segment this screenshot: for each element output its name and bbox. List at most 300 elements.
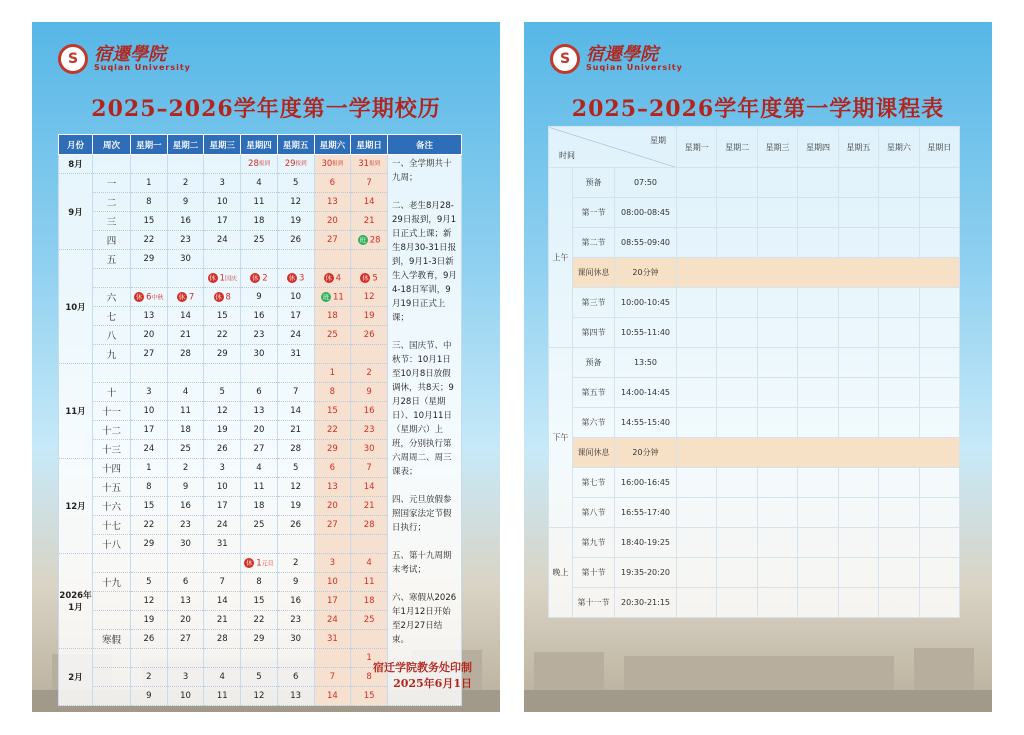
day-number: 31 (290, 349, 302, 359)
class-slot-cell (717, 498, 757, 528)
class-slot-cell (798, 378, 838, 408)
day-number: 28 (290, 444, 302, 454)
period-name-cell: 预备 (573, 348, 615, 378)
day-cell (204, 497, 241, 516)
period-name-cell: 第一节 (573, 198, 615, 228)
day-cell (314, 193, 351, 212)
class-slot-cell (757, 348, 797, 378)
logo-english: Suqian University (94, 63, 191, 72)
day-number: 31 (326, 634, 338, 644)
week-number-cell: 九 (93, 345, 131, 364)
period-name-cell: 第八节 (573, 498, 615, 528)
day-cell (204, 630, 241, 649)
day-number: 21 (216, 615, 228, 625)
day-number: 5 (292, 178, 299, 188)
day-number: 16 (180, 501, 191, 511)
day-number: 29 (143, 539, 155, 549)
day-number: 22 (326, 425, 338, 435)
day-number: 23 (180, 235, 191, 245)
day-number: 22 (143, 520, 155, 530)
page-title: 2025–2026学年度第一学期课程表 (571, 96, 945, 122)
day-cell (167, 421, 204, 440)
class-slot-cell (717, 378, 757, 408)
day-number: 1 (146, 178, 152, 188)
month-cell: 12月 (59, 459, 93, 554)
report-mark: 报到 (332, 161, 344, 167)
period-row (549, 588, 960, 618)
week-number-cell: 十一 (93, 402, 131, 421)
break-span-cell (677, 258, 960, 288)
day-cell (351, 288, 388, 307)
day-number: 21 (290, 425, 302, 435)
period-row (549, 288, 960, 318)
report-mark: 报到 (295, 161, 307, 167)
logo-english: Suqian University (586, 63, 683, 72)
day-number: 10 (180, 691, 191, 701)
day-cell (167, 402, 204, 421)
day-cell (241, 573, 278, 592)
class-slot-cell (798, 588, 838, 618)
week-number-cell: 一 (93, 174, 131, 193)
class-slot-cell (677, 588, 717, 618)
day-number: 7 (219, 577, 225, 587)
class-slot-cell (838, 198, 878, 228)
class-slot-cell (717, 528, 757, 558)
day-number: 30 (253, 349, 265, 359)
day-number: 30 (363, 444, 375, 454)
class-slot-cell (798, 558, 838, 588)
day-cell (167, 383, 204, 402)
day-cell (351, 497, 388, 516)
day-number: 20 (326, 501, 338, 511)
day-cell (204, 364, 241, 383)
calendar-header-cell: 星期日 (351, 135, 388, 155)
period-time-cell: 07:50 (615, 168, 677, 198)
rest-day-icon: 休 (252, 273, 259, 282)
day-number: 2 (182, 463, 189, 473)
class-slot-cell (919, 468, 959, 498)
day-number: 7 (366, 178, 372, 188)
day-number: 7 (329, 672, 336, 682)
day-cell (131, 174, 168, 193)
period-name-cell: 第九节 (573, 528, 615, 558)
day-number: 10 (216, 197, 228, 207)
class-slot-cell (798, 288, 838, 318)
class-slot-cell (757, 498, 797, 528)
class-slot-cell (838, 168, 878, 198)
period-row (549, 528, 960, 558)
day-cell (351, 421, 388, 440)
day-number: 15 (143, 216, 155, 226)
schedule-sheet (548, 126, 960, 618)
class-slot-cell (677, 198, 717, 228)
day-number: 16 (290, 596, 302, 606)
class-slot-cell (757, 168, 797, 198)
day-cell (314, 212, 351, 231)
period-name-cell: 第七节 (573, 468, 615, 498)
day-cell (351, 592, 388, 611)
day-cell (277, 193, 314, 212)
day-cell (131, 193, 168, 212)
day-cell (241, 649, 278, 668)
week-number-cell (93, 687, 131, 706)
day-cell (241, 174, 278, 193)
day-cell (351, 402, 388, 421)
day-cell (167, 535, 204, 554)
day-cell (131, 250, 168, 269)
day-cell (277, 307, 314, 326)
weekday-header-cell: 星期一 (677, 127, 717, 168)
class-slot-cell (677, 228, 717, 258)
footer-date: 2025年6月1日 (393, 677, 472, 690)
day-number: 28 (180, 349, 191, 359)
day-number: 1 (146, 463, 152, 473)
day-cell (204, 269, 241, 288)
day-cell (351, 459, 388, 478)
day-cell (241, 611, 278, 630)
day-number: 4 (219, 672, 225, 682)
period-row (549, 378, 960, 408)
day-number: 3 (182, 672, 189, 682)
day-cell (241, 250, 278, 269)
class-slot-cell (677, 318, 717, 348)
class-slot-cell (757, 468, 797, 498)
schedule-table (548, 126, 960, 618)
day-cell (131, 668, 168, 687)
day-number: 23 (363, 425, 375, 435)
day-number: 10 (326, 577, 338, 587)
day-cell (241, 478, 278, 497)
day-number: 11 (253, 482, 265, 492)
weekday-header-cell: 星期五 (838, 127, 878, 168)
day-cell (204, 535, 241, 554)
corner-time-label: 时间 (559, 151, 575, 160)
day-cell (131, 535, 168, 554)
day-number: 14 (180, 311, 191, 321)
period-row (549, 498, 960, 528)
calendar-header-cell: 星期二 (167, 135, 204, 155)
day-number: 10 (216, 482, 228, 492)
class-slot-cell (879, 168, 919, 198)
schedule-poster (524, 22, 992, 712)
weekday-header-cell: 星期三 (757, 127, 797, 168)
day-number: 30 (321, 159, 333, 169)
day-cell (314, 288, 351, 307)
class-slot-cell (798, 198, 838, 228)
day-number: 4 (256, 178, 262, 188)
day-cell (204, 193, 241, 212)
class-slot-cell (717, 318, 757, 348)
class-slot-cell (717, 588, 757, 618)
day-number: 6 (292, 672, 299, 682)
day-number: 19 (216, 425, 228, 435)
day-number: 25 (180, 444, 191, 454)
class-slot-cell (757, 528, 797, 558)
day-cell (351, 440, 388, 459)
day-number: 26 (216, 444, 228, 454)
day-cell (131, 440, 168, 459)
month-cell: 10月 (59, 250, 93, 364)
class-slot-cell (838, 498, 878, 528)
day-cell (204, 307, 241, 326)
class-slot-cell (838, 468, 878, 498)
day-cell (277, 288, 314, 307)
class-slot-cell (879, 348, 919, 378)
day-cell (167, 573, 204, 592)
month-cell: 2026年1月 (59, 554, 93, 649)
day-number: 27 (253, 444, 265, 454)
day-cell (131, 326, 168, 345)
day-cell (131, 573, 168, 592)
day-number: 1 (366, 653, 372, 663)
period-row (549, 318, 960, 348)
class-slot-cell (879, 468, 919, 498)
period-name-cell: 课间休息 (573, 438, 615, 468)
week-number-cell: 五 (93, 250, 131, 269)
day-cell (277, 345, 314, 364)
day-number: 29 (253, 634, 265, 644)
class-slot-cell (798, 348, 838, 378)
class-slot-cell (717, 288, 757, 318)
day-cell (277, 421, 314, 440)
day-cell (351, 383, 388, 402)
day-number: 25 (253, 235, 265, 245)
day-cell (351, 535, 388, 554)
day-cell (131, 611, 168, 630)
day-cell (241, 212, 278, 231)
day-cell (241, 535, 278, 554)
day-cell (314, 345, 351, 364)
class-slot-cell (757, 198, 797, 228)
period-time-cell: 18:40-19:25 (615, 528, 677, 558)
day-cell (351, 250, 388, 269)
day-number: 3 (219, 178, 225, 188)
day-cell (204, 554, 241, 573)
work-day-icon: 班 (322, 292, 330, 301)
day-number: 24 (216, 520, 228, 530)
day-number: 6 (146, 292, 152, 303)
day-cell (351, 307, 388, 326)
day-cell (351, 231, 388, 250)
day-cell (314, 269, 351, 288)
day-number: 6 (182, 577, 189, 587)
day-number: 27 (326, 520, 338, 530)
day-cell (167, 231, 204, 250)
day-cell (351, 193, 388, 212)
day-cell (241, 630, 278, 649)
day-number: 15 (143, 501, 155, 511)
day-cell (241, 269, 278, 288)
day-cell (167, 250, 204, 269)
day-number: 8 (146, 197, 152, 207)
day-number: 24 (143, 444, 155, 454)
day-cell (131, 497, 168, 516)
day-number: 22 (253, 615, 265, 625)
day-number: 2 (292, 558, 299, 568)
day-cell (351, 554, 388, 573)
day-number: 13 (253, 406, 265, 416)
calendar-header-cell: 星期六 (314, 135, 351, 155)
class-slot-cell (879, 528, 919, 558)
day-number: 17 (216, 216, 228, 226)
class-slot-cell (879, 408, 919, 438)
day-cell (167, 307, 204, 326)
period-name-cell: 第十一节 (573, 588, 615, 618)
day-cell (314, 668, 351, 687)
class-slot-cell (838, 318, 878, 348)
day-number: 6 (329, 178, 336, 188)
day-cell (167, 459, 204, 478)
week-number-cell: 七 (93, 307, 131, 326)
class-slot-cell (757, 588, 797, 618)
day-number: 14 (363, 482, 375, 492)
day-cell (277, 174, 314, 193)
day-cell (314, 573, 351, 592)
day-cell (277, 554, 314, 573)
day-cell (131, 421, 168, 440)
print-footer (373, 660, 472, 692)
period-time-cell: 20分钟 (615, 258, 677, 288)
class-slot-cell (717, 228, 757, 258)
day-number: 29 (143, 254, 155, 264)
day-number: 4 (256, 463, 262, 473)
day-number: 7 (366, 463, 372, 473)
period-time-cell: 14:00-14:45 (615, 378, 677, 408)
day-cell (204, 174, 241, 193)
day-number: 9 (292, 577, 299, 587)
period-time-cell: 08:00-08:45 (615, 198, 677, 228)
week-number-cell: 十六 (93, 497, 131, 516)
day-cell (241, 668, 278, 687)
day-cell (314, 174, 351, 193)
class-slot-cell (919, 498, 959, 528)
day-cell (204, 459, 241, 478)
university-emblem-icon: S (550, 44, 580, 74)
day-cell (167, 440, 204, 459)
day-number: 18 (253, 501, 265, 511)
class-slot-cell (677, 528, 717, 558)
day-cell (314, 516, 351, 535)
class-slot-cell (919, 318, 959, 348)
day-cell (167, 269, 204, 288)
week-number-cell (93, 592, 131, 611)
class-slot-cell (879, 498, 919, 528)
day-cell (204, 592, 241, 611)
day-cell (351, 155, 388, 174)
day-cell (277, 440, 314, 459)
class-slot-cell (838, 288, 878, 318)
day-number: 2 (366, 368, 372, 378)
day-number: 21 (180, 330, 191, 340)
class-slot-cell (757, 318, 797, 348)
month-cell: 9月 (59, 174, 93, 250)
calendar-header-cell: 星期一 (131, 135, 168, 155)
day-number: 17 (326, 596, 338, 606)
class-slot-cell (838, 528, 878, 558)
day-number: 5 (292, 463, 299, 473)
day-number: 13 (180, 596, 191, 606)
day-number: 8 (225, 292, 231, 303)
class-slot-cell (919, 168, 959, 198)
day-cell (314, 459, 351, 478)
class-slot-cell (838, 408, 878, 438)
day-cell (277, 668, 314, 687)
day-number: 7 (188, 292, 195, 303)
day-cell (167, 611, 204, 630)
day-cell (131, 687, 168, 706)
class-slot-cell (879, 378, 919, 408)
day-cell (277, 326, 314, 345)
day-number: 21 (363, 501, 375, 511)
day-cell (351, 364, 388, 383)
day-cell (314, 421, 351, 440)
class-slot-cell (879, 288, 919, 318)
weekday-header-cell: 星期四 (798, 127, 838, 168)
session-label-cell: 晚上 (549, 528, 573, 618)
weekday-header-cell: 星期六 (879, 127, 919, 168)
day-number: 1 (219, 273, 225, 284)
day-number: 16 (363, 406, 375, 416)
day-number: 19 (290, 501, 302, 511)
period-row (549, 438, 960, 468)
day-number: 19 (363, 311, 375, 321)
day-cell (204, 155, 241, 174)
day-cell (167, 497, 204, 516)
day-number: 3 (146, 387, 152, 397)
day-cell (277, 687, 314, 706)
day-number: 28 (248, 159, 259, 169)
day-cell (241, 592, 278, 611)
class-slot-cell (919, 528, 959, 558)
class-slot-cell (677, 468, 717, 498)
page-title: 2025–2026学年度第一学期校历 (91, 96, 441, 122)
day-cell (277, 611, 314, 630)
week-number-cell (93, 649, 131, 668)
period-row (549, 348, 960, 378)
calendar-sheet (58, 134, 462, 706)
day-cell (204, 231, 241, 250)
day-cell (241, 440, 278, 459)
class-slot-cell (838, 348, 878, 378)
day-cell (351, 345, 388, 364)
day-number: 26 (143, 634, 155, 644)
month-cell: 11月 (59, 364, 93, 459)
period-time-cell: 08:55-09:40 (615, 228, 677, 258)
day-number: 11 (332, 292, 344, 303)
week-number-cell: 十七 (93, 516, 131, 535)
day-number: 18 (326, 311, 338, 321)
day-number: 12 (216, 406, 228, 416)
day-cell (277, 478, 314, 497)
campus-background (524, 617, 992, 712)
day-cell (167, 193, 204, 212)
day-number: 17 (143, 425, 155, 435)
day-number: 25 (253, 520, 265, 530)
rest-day-icon: 休 (209, 273, 216, 282)
day-number: 27 (326, 235, 338, 245)
week-number-cell: 十二 (93, 421, 131, 440)
class-slot-cell (798, 498, 838, 528)
day-number: 19 (290, 216, 302, 226)
day-number: 9 (256, 292, 262, 302)
class-slot-cell (919, 348, 959, 378)
day-number: 3 (329, 558, 336, 568)
day-cell (167, 478, 204, 497)
day-cell (277, 497, 314, 516)
class-slot-cell (757, 288, 797, 318)
day-number: 17 (216, 501, 228, 511)
day-cell (277, 592, 314, 611)
